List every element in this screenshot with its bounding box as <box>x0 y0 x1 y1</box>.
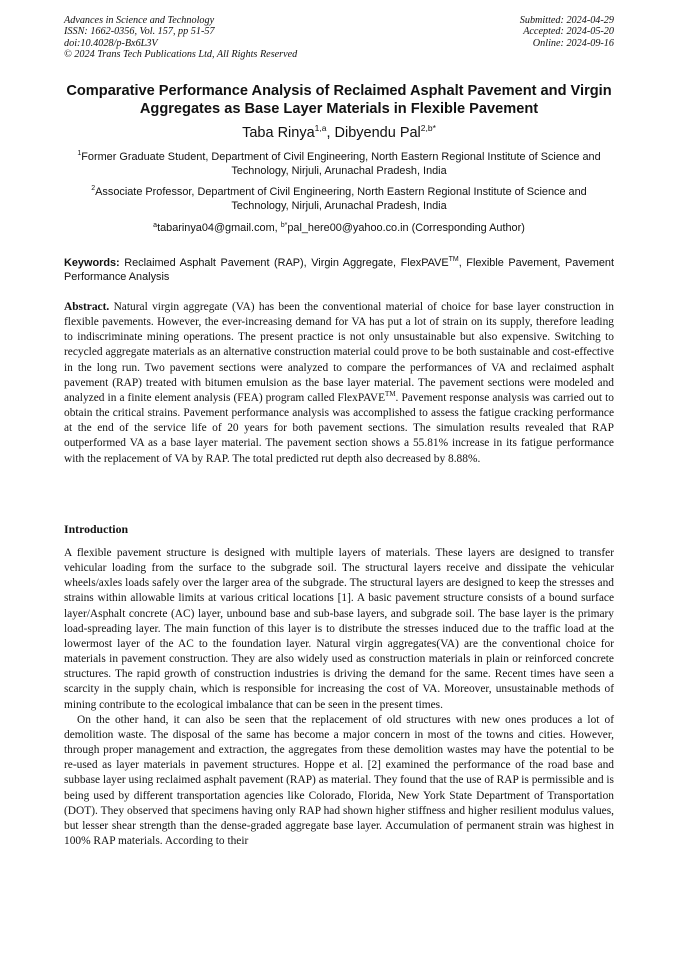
affiliation-1 <box>64 150 614 179</box>
introduction-body <box>64 546 614 849</box>
keywords-block <box>64 256 614 285</box>
author-1-superscript: 1,a <box>314 123 327 133</box>
accepted-date: Accepted: 2024-05-20 <box>523 26 614 38</box>
author-separator: , <box>326 125 335 141</box>
doi-line: doi:10.4028/p-Bx6L3V <box>64 37 158 49</box>
email-a-marker: a <box>153 222 158 229</box>
dates-header <box>520 15 614 49</box>
email-a: tabarinya04@gmail.com, <box>157 222 281 234</box>
author-1-name: Taba Rinya <box>242 125 315 141</box>
affiliation-2 <box>64 185 614 214</box>
affiliation-1-marker: 1 <box>77 150 82 157</box>
keywords-text-part-2: , Flexible Pavement, Pavement Performance Analysis <box>64 257 614 284</box>
copyright-line: © 2024 Trans Tech Publications Ltd, All Rights Reserved <box>64 49 298 61</box>
abstract-block <box>64 300 614 467</box>
abstract-text-part-2: . Pavement response analysis was carried out to obtain the critical strains. Pavement performance analysis was accomplished to assess the fatigue cracking performance at the end of the service life of 20 years for both pavement sections. The simulation results revealed that RAP outperformed VA as a base layer material. The pavement section shows a 55.81% increase in its fatigue performance with the replacement of VA by RAP. The total predicted rut depth also decreased by 8.88%. <box>64 391 614 465</box>
introduction-heading: Introduction <box>64 522 129 536</box>
author-2-name: Dibyendu Pal <box>334 125 421 141</box>
journal-name: Advances in Science and Technology <box>64 15 215 26</box>
abstract-label: Abstract. <box>64 301 110 313</box>
email-b-marker: b* <box>280 222 288 229</box>
introduction-paragraph-2: On the other hand, it can also be seen that the replacement of old structures with new ones produces a lot of demolition waste. The disposal of the same has become a major concern in most of the towns and cities. However, through proper management and extraction, the aggregates from these demolition wastes may have the potential to be re-used as layer materials in pavement structures. Hoppe et al. [2] examined the performance of the road base and subbase layer using reclaimed asphalt pavement (RAP) as material. They found that the use of RAP is permissible and is being used by different transportation agencies like Colorado, Florida, New York State Department of Transportation (DOT). They observed that specimens having only RAP had shown higher stiffness and higher resilient modulus values, but lesser shear strength than the dense-graded aggregate base layer. Accumulation of permanent strain was highest in 100% RAP materials. According to their <box>64 713 614 847</box>
keywords-trademark: TM <box>448 256 459 263</box>
affiliation-1-text: Former Graduate Student, Department of Civil Engineering, North Eastern Regional Institute of Science and Technology, Nirjuli, Arunachal Pradesh, India <box>81 151 601 178</box>
keywords-label: Keywords: <box>64 257 120 269</box>
online-date: Online: 2024-09-16 <box>532 37 614 49</box>
journal-header <box>64 15 297 61</box>
affiliation-2-marker: 2 <box>91 185 96 192</box>
affiliation-2-text: Associate Professor, Department of Civil Engineering, North Eastern Regional Institute of Science and Technology, Nirjuli, Arunachal Pradesh, India <box>95 186 587 213</box>
author-line <box>40 124 638 142</box>
introduction-paragraph-1: A flexible pavement structure is designed with multiple layers of materials. These layers are designed to transfer vehicular loading from the surface to the subgrade soil. The structural layers receive and dissipate the vehicular wheels/axles loads safely over the larger area of the subgrade. The structural layers are designed to keep the stresses and strains within allowable limits at various critical locations [1]. A basic pavement structure consists of a bound surface layer/Asphalt concrete (AC) layer, unbound base and sub-base layers, and subgrade soil. The base layer is the primary load-spreading layer. The main function of this layer is to distribute the stresses induced due to the traffic load at the lowermost layer of the AC to the foundation layer. Natural virgin aggregates(VA) are the conventional choice for materials in pavement construction. They are also widely used as construction materials in plain or reinforced concrete structures. The rapid growth of construction industries is driving the demand for the same. Recent times have seen a scarcity in the supply chain, which is responsible for increasing the cost of VA. Moreover, unsustainable methods of mining contribute to the ecological imbalance that can be seen in the present times. <box>64 547 614 711</box>
issn-line: ISSN: 1662-0356, Vol. 157, pp 51-57 <box>64 26 215 38</box>
author-2-superscript: 2,b* <box>420 123 436 133</box>
abstract-text-part-1: Natural virgin aggregate (VA) has been the conventional material of choice for base layer construction in flexible pavements. However, the ever-increasing demand for VA has put a lot of strain on its supply, therefore leading to indiscriminate mining operations. The present practice is not only unsustainable but also expensive. Switching to recycled aggregate materials as an alternative construction material could prove to be both sustainable and cost-effective in the long run. Two pavement sections were analyzed to compare the performances of VA and reclaimed asphalt pavement (RAP) treated with bitumen emulsion as the base layer material. The pavement sections were modeled and analyzed in a finite element analysis (FEA) program called FlexPAVE <box>64 301 614 404</box>
keywords-text-part-1: Reclaimed Asphalt Pavement (RAP), Virgin Aggregate, FlexPAVE <box>119 257 449 269</box>
email-line <box>64 221 614 235</box>
email-b: pal_here00@yahoo.co.in (Corresponding Author) <box>287 222 525 234</box>
abstract-trademark: TM <box>385 389 396 398</box>
paper-title: Comparative Performance Analysis of Reclaimed Asphalt Pavement and Virgin Aggregates as Base Layer Materials in Flexible Pavement <box>66 83 612 117</box>
submitted-date: Submitted: 2024-04-29 <box>519 15 614 26</box>
